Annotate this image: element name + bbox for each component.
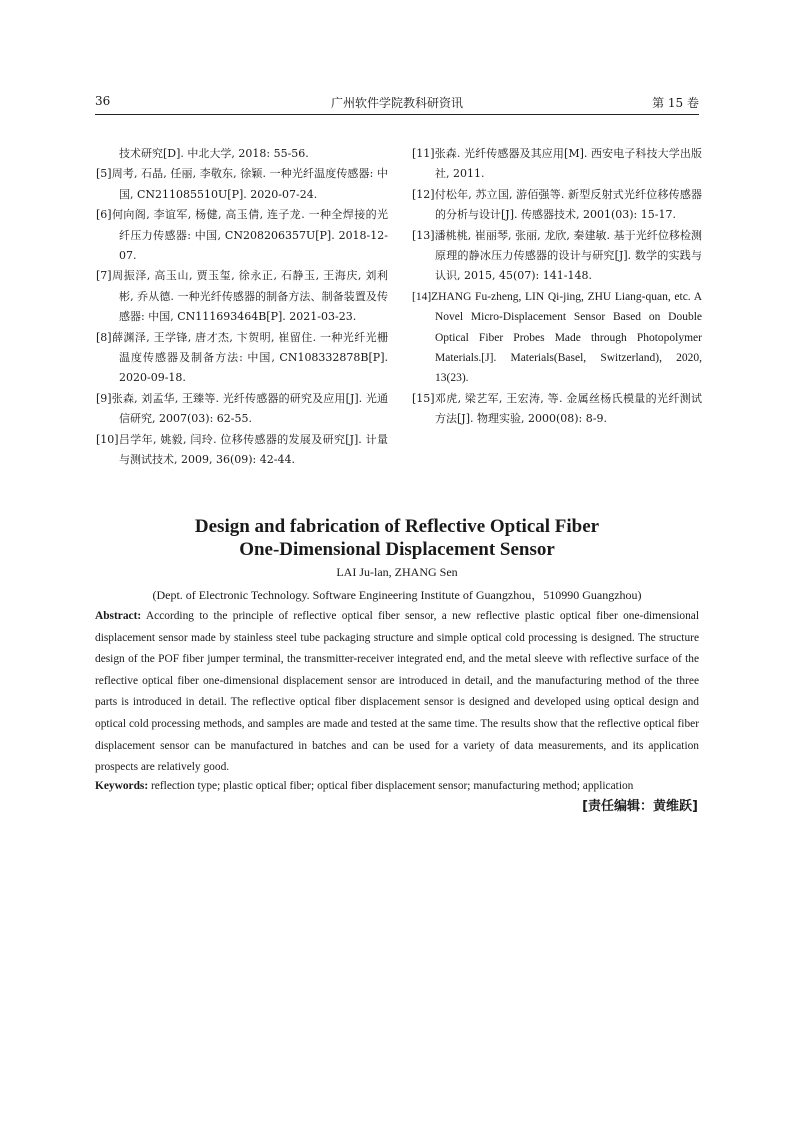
reference-item: [7]周振泽, 高玉山, 贾玉玺, 徐永正, 石静玉, 王海庆, 刘利彬, 乔从德. 一种光纤传感器的制备方法、制备装置及传感器: 中国, CN111693464B[P]. 2021-03-23.	[96, 269, 388, 324]
reference-item: [15]邓虎, 梁艺军, 王宏涛, 等. 金属丝杨氏模量的光纤测试方法[J]. 物理实验, 2000(08): 8-9.	[412, 391, 702, 426]
running-header	[95, 94, 699, 114]
reference-item: [10]吕学年, 姚毅, 闫玲. 位移传感器的发展及研究[J]. 计量与测试技术, 2009, 36(09): 42-44.	[96, 432, 388, 467]
keywords-text: reflection type; plastic optical fiber; optical fiber displacement sensor; manufacturing method; application	[151, 780, 634, 792]
reference-item: [6]何向阁, 李谊军, 杨健, 高玉倩, 连子龙. 一种全焊接的光纤压力传感器: 中国, CN208206357U[P]. 2018-12-07.	[96, 208, 388, 263]
keywords-label: Keywords:	[95, 780, 149, 792]
reference-item: [12]付松年, 苏立国, 游佰强等. 新型反射式光纤位移传感器的分析与设计[J]. 传感器技术, 2001(03): 15-17.	[412, 187, 702, 222]
reference-item: [8]薛渊泽, 王学锋, 唐才杰, 卞贺明, 崔留住. 一种光纤光栅温度传感器及制备方法: 中国, CN108332878B[P]. 2020-09-18.	[96, 330, 388, 385]
english-affiliation: (Dept. of Electronic Technology. Software Engineering Institute of Guangzhou，510990 Guangzhou)	[152, 588, 642, 602]
reference-item: [13]潘桃桃, 崔丽琴, 张丽, 龙欣, 秦建敏. 基于光纤位移检测原理的静冰压力传感器的设计与研究[J]. 数学的实践与认识, 2015, 45(07): 141-148.	[412, 228, 702, 283]
page-number: 36	[95, 94, 111, 108]
english-abstract	[95, 606, 699, 779]
volume-label: 第 15 卷	[652, 96, 699, 110]
references-right-column	[412, 144, 702, 430]
reference-item: [11]张森. 光纤传感器及其应用[M]. 西安电子科技大学出版社, 2011.	[412, 147, 702, 181]
editor-note: [责任编辑：黄维跃]	[582, 799, 698, 814]
journal-title: 广州软件学院教科研资讯	[330, 96, 463, 110]
reference-item: 技术研究[D]. 中北大学, 2018: 55-56.	[119, 147, 309, 160]
reference-item: [5]周考, 石晶, 任丽, 李敬东, 徐颖. 一种光纤温度传感器: 中国, CN211085510U[P]. 2020-07-24.	[96, 167, 388, 201]
english-authors: LAI Ju-lan, ZHANG Sen	[336, 565, 458, 579]
english-title-line-1: Design and fabrication of Reflective Optical Fiber	[194, 516, 600, 537]
abstract-label: Abstract:	[95, 610, 142, 622]
english-title	[95, 515, 699, 561]
english-title-line-2: One-Dimensional Displacement Sensor	[239, 539, 555, 560]
abstract-text: According to the principle of reflective optical fiber sensor, a new reflective plastic optical fiber one-dimensional displacement sensor made by stainless steel tube packaging structure and simple optical cold processing is designed. The structure design of the POF fiber jumper terminal, the transmitter-receiver integrated end, and the metal sleeve with reflective surface of the reflective optical fiber one-dimensional displacement sensor are introduced in detail, and the manufacturing method of the three parts is introduced in detail. The reflective optical fiber displacement sensor is designed and developed using optical design and optical cold processing methods, and samples are made and tested at the same time. The results show that the reflective optical fiber displacement sensor can be manufactured in batches and can be used for a variety of data measurements, and its application prospects are relatively good.	[95, 610, 700, 774]
references-left-column	[96, 144, 388, 471]
reference-item: [9]张森, 刘孟华, 王臻等. 光纤传感器的研究及应用[J]. 光通信研究, 2007(03): 62-55.	[96, 391, 388, 426]
reference-item: [14]ZHANG Fu-zheng, LIN Qi-jing, ZHU Liang-quan, etc. A Novel Micro-Displacement Sensor Based on Double Optical Fiber Probes Made through Photopolymer Materials.[J]. Materials(Basel, Switzerland), 2020, 13(23).	[412, 290, 702, 385]
english-keywords	[95, 777, 699, 795]
header-rule	[95, 114, 699, 115]
